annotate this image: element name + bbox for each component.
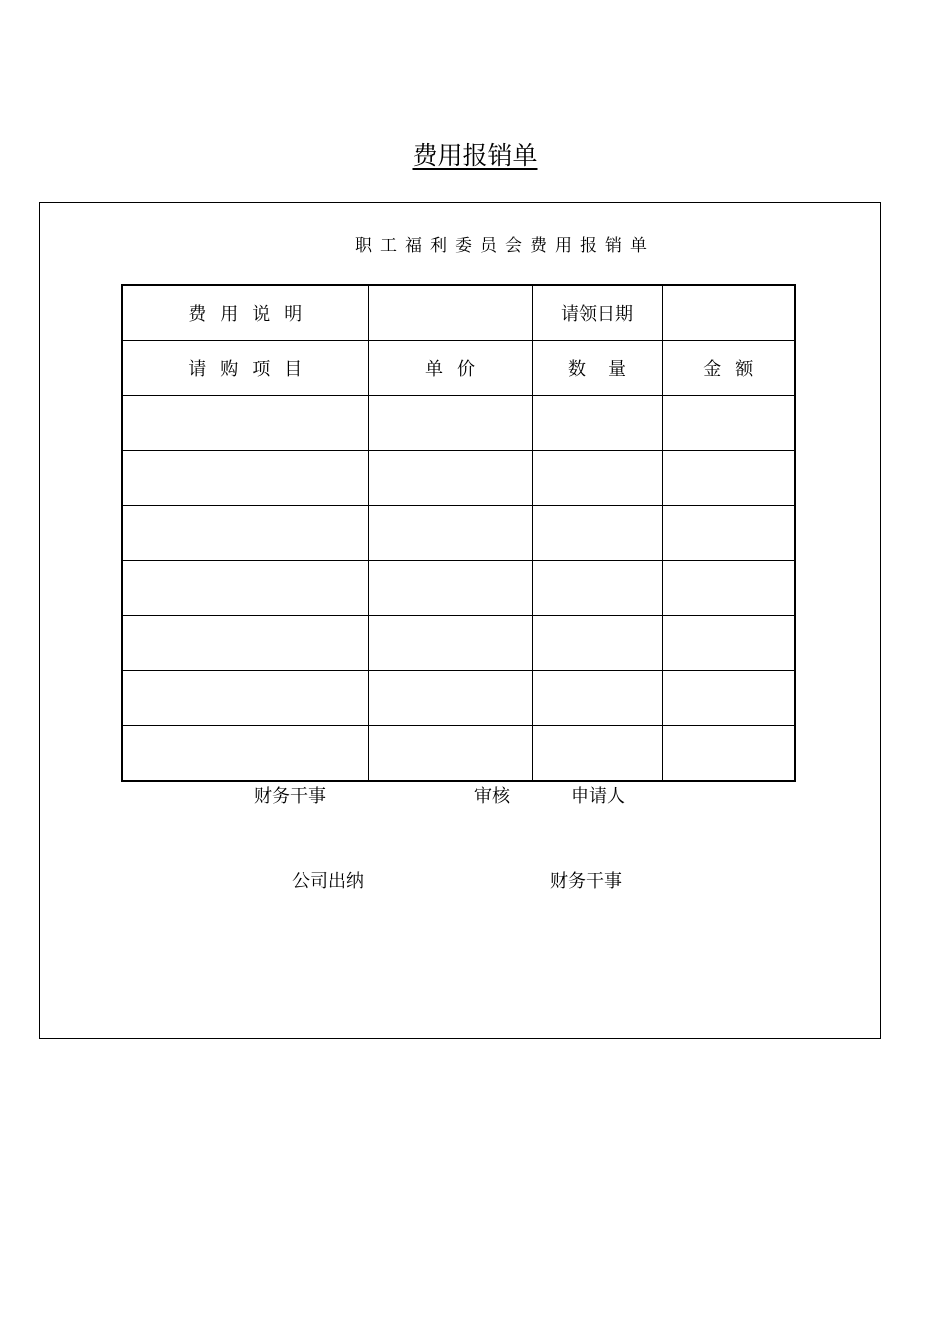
unit-price-cell[interactable]	[368, 561, 532, 616]
column-header-item: 请购项目	[122, 341, 368, 396]
item-cell[interactable]	[122, 506, 368, 561]
cashier-signature-label: 公司出纳	[292, 871, 364, 892]
amount-cell[interactable]	[662, 396, 795, 451]
form-subtitle: 职工福利委员会费用报销单	[355, 236, 655, 256]
quantity-cell[interactable]	[532, 506, 662, 561]
table-row	[122, 726, 795, 782]
item-cell[interactable]	[122, 451, 368, 506]
amount-cell[interactable]	[662, 451, 795, 506]
date-label: 请领日期	[532, 285, 662, 341]
column-header-quantity: 数量	[532, 341, 662, 396]
quantity-cell[interactable]	[532, 561, 662, 616]
finance-officer-2-signature-label: 财务干事	[550, 871, 622, 892]
table-row	[122, 561, 795, 616]
item-cell[interactable]	[122, 561, 368, 616]
finance-officer-signature-label: 财务干事	[254, 786, 326, 807]
applicant-signature-label: 申请人	[571, 786, 625, 807]
amount-cell[interactable]	[662, 561, 795, 616]
column-header-unit-price: 单价	[368, 341, 532, 396]
quantity-cell[interactable]	[532, 671, 662, 726]
quantity-cell[interactable]	[532, 726, 662, 782]
amount-cell[interactable]	[662, 726, 795, 782]
quantity-cell[interactable]	[532, 451, 662, 506]
table-row	[122, 506, 795, 561]
reimbursement-table	[121, 284, 796, 782]
item-cell[interactable]	[122, 396, 368, 451]
description-label: 费用说明	[122, 285, 368, 341]
review-signature-label: 审核	[474, 786, 510, 807]
column-header-amount: 金额	[662, 341, 795, 396]
description-field[interactable]	[368, 285, 532, 341]
table-row	[122, 451, 795, 506]
table-header-row-2	[122, 341, 795, 396]
quantity-cell[interactable]	[532, 396, 662, 451]
table-row	[122, 396, 795, 451]
table-header-row-1	[122, 285, 795, 341]
unit-price-cell[interactable]	[368, 506, 532, 561]
amount-cell[interactable]	[662, 506, 795, 561]
table-row	[122, 671, 795, 726]
unit-price-cell[interactable]	[368, 451, 532, 506]
table-row	[122, 616, 795, 671]
amount-cell[interactable]	[662, 616, 795, 671]
amount-cell[interactable]	[662, 671, 795, 726]
date-field[interactable]	[662, 285, 795, 341]
item-cell[interactable]	[122, 671, 368, 726]
quantity-cell[interactable]	[532, 616, 662, 671]
item-cell[interactable]	[122, 726, 368, 782]
unit-price-cell[interactable]	[368, 396, 532, 451]
document-title	[0, 136, 950, 172]
unit-price-cell[interactable]	[368, 671, 532, 726]
document-title-text: 费用报销单	[412, 141, 538, 170]
unit-price-cell[interactable]	[368, 726, 532, 782]
unit-price-cell[interactable]	[368, 616, 532, 671]
item-cell[interactable]	[122, 616, 368, 671]
